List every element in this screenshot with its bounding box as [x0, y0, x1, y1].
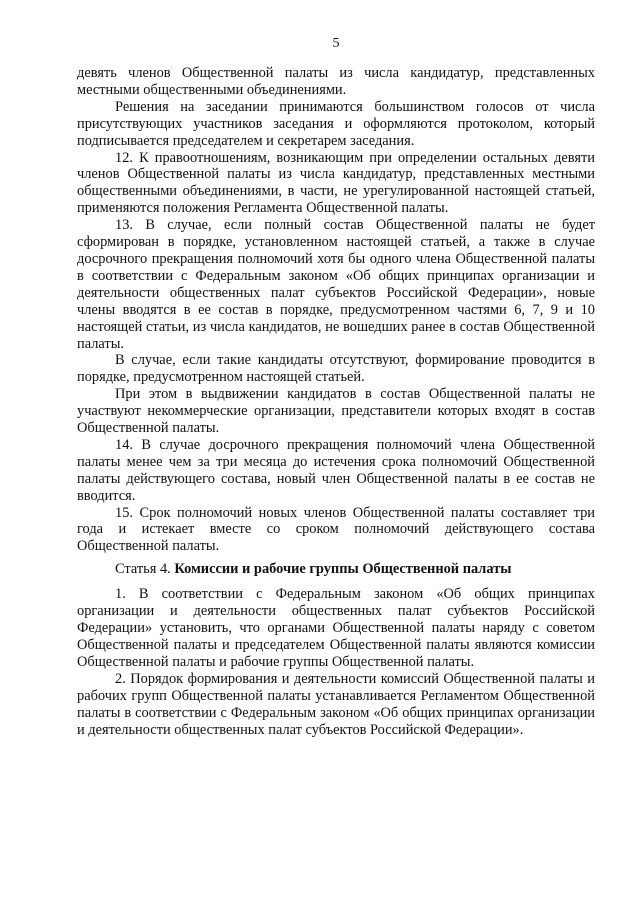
paragraph: 13. В случае, если полный состав Общественной палаты не будет сформирован в порядке, установленном настоящей статьей, а также в случае досрочного прекращения полномочий хотя бы одного члена Общественной палаты в соответствии с Федеральным законом «Об общих принципах организации и деятельности общественных палат субъектов Российской Федерации», новые члены вводятся в ее состав в порядке, предусмотренном частями 6, 7, 9 и 10 настоящей статьи, из числа кандидатов, не вошедших ранее в состав Общественной палаты. — [77, 217, 595, 352]
paragraphs-top — [77, 65, 595, 555]
article-title: Комиссии и рабочие группы Общественной палаты — [174, 561, 512, 578]
page-number: 5 — [332, 36, 340, 51]
paragraphs-bottom — [77, 586, 595, 738]
paragraph: Решения на заседании принимаются большинством голосов от числа присутствующих участников заседания и оформляются протоколом, который подписывается председателем и секретарем заседания. — [77, 98, 595, 149]
paragraph: При этом в выдвижении кандидатов в состав Общественной палаты не участвуют некоммерческие организации, представители которых входят в состав Общественной палаты. — [77, 386, 595, 437]
article-heading — [77, 561, 595, 578]
document-page — [77, 35, 595, 738]
paragraph: 12. К правоотношениям, возникающим при определении остальных девяти членов Общественной палаты из числа кандидатур, представленных местными общественными объединениями, в части, не урегулированной настоящей статьей, применяются положения Регламента Общественной палаты. — [77, 149, 595, 217]
paragraph: 14. В случае досрочного прекращения полномочий члена Общественной палаты менее чем за три месяца до истечения срока полномочий Общественной палаты действующего состава, новый член Общественной палаты в ее состав не вводится. — [77, 436, 595, 504]
article-prefix: Статья 4. — [115, 561, 175, 578]
paragraph: девять членов Общественной палаты из числа кандидатур, представленных местными общественными объединениями. — [77, 65, 595, 98]
paragraph: 2. Порядок формирования и деятельности комиссий Общественной палаты и рабочих групп Общественной палаты устанавливается Регламентом Общественной палаты в соответствии с Федеральным законом «Об общих принципах организации и деятельности общественных палат субъектов Российской Федерации». — [77, 670, 595, 738]
paragraph: 1. В соответствии с Федеральным законом «Об общих принципах организации и деятельности общественных палат субъектов Российской Федерации» установить, что органами Общественной палаты наряду с советом Общественной палаты и председателем Общественной палаты являются комиссии Общественной палаты и рабочие группы Общественной палаты. — [77, 586, 595, 670]
paragraph: В случае, если такие кандидаты отсутствуют, формирование проводится в порядке, предусмотренном настоящей статьей. — [77, 352, 595, 386]
paragraph: 15. Срок полномочий новых членов Общественной палаты составляет три года и истекает вместе со сроком полномочий действующего состава Общественной палаты. — [77, 504, 595, 555]
